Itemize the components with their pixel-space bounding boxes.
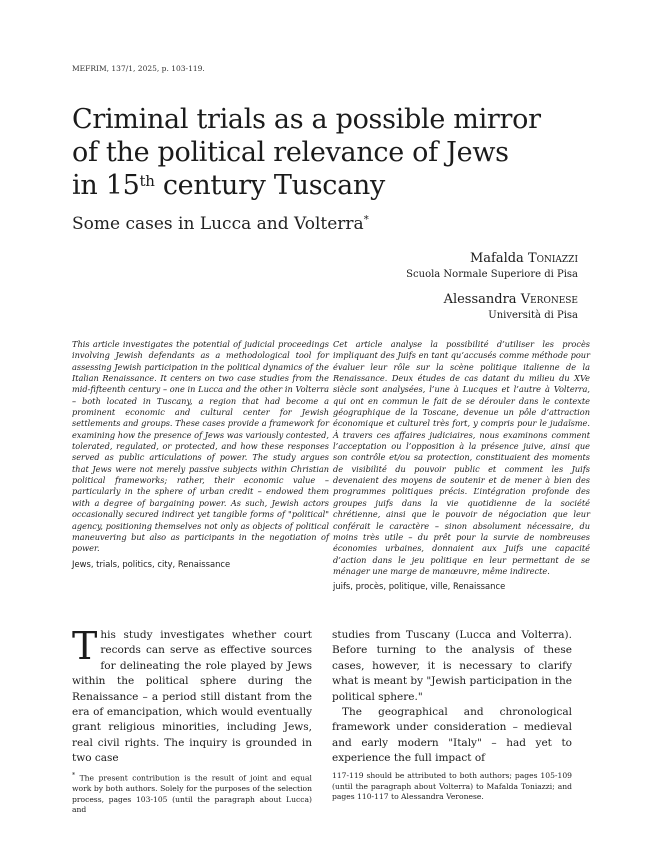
article-title xyxy=(72,103,592,202)
footnote-text: 117-119 should be attributed to both authors; pages 105-109 (until the paragraph about Volterra) to Mafalda Toniazzi; and pages 110-117 to Alessandra Veronese. xyxy=(332,771,572,802)
title-line-1: Criminal trials as a possible mirror xyxy=(72,104,541,135)
title-line-2: of the political relevance of Jews xyxy=(72,137,509,168)
article-subtitle xyxy=(72,214,369,234)
title-line-3-pre: in 15 xyxy=(72,170,140,201)
author-block-2 xyxy=(444,292,578,321)
body-column-right xyxy=(332,628,572,767)
journal-citation: MEFRIM, 137/1, 2025, p. 103-119. xyxy=(72,64,205,73)
subtitle-text: Some cases in Lucca and Volterra xyxy=(72,214,364,234)
author-affiliation: Scuola Normale Superiore di Pisa xyxy=(406,269,578,280)
author-name xyxy=(444,292,578,307)
body-paragraph: studies from Tuscany (Lucca and Volterra). Before turning to the analysis of these cases, however, it is necessary to clarify what is meant by "Jewish participation in the political sphere." xyxy=(332,629,572,703)
title-line-3-post: century Tuscany xyxy=(154,170,385,201)
keywords-english: Jews, trials, politics, city, Renaissance xyxy=(72,558,231,569)
body-paragraph: The geographical and chronological framework under consideration – medieval and early modern "Italy" – had yet to experience the full impact of xyxy=(332,706,572,765)
footnote-mark: * xyxy=(72,772,76,779)
keywords-french: juifs, procès, politique, ville, Renaissance xyxy=(333,581,506,592)
title-superscript: th xyxy=(139,172,155,190)
author-first-name: Alessandra xyxy=(443,292,517,307)
author-last-name: Veronese xyxy=(520,292,578,307)
body-paragraph: his study investigates whether court records can serve as effective sources for delineating the role played by Jews within the political sphere during the Renaissance – a period still distant from the era of emancipation, which would eventually grant religious minorities, including Jews, real civil rights. The inquiry is grounded in two case xyxy=(72,629,312,765)
author-affiliation: Università di Pisa xyxy=(488,310,578,321)
footnote-right xyxy=(332,771,572,803)
author-block-1 xyxy=(406,251,578,280)
footnote-text: The present contribution is the result of joint and equal work by both authors. Solely for the purposes of the selection process, pages 103-105 (until the paragraph about Lucca) and xyxy=(72,773,312,815)
abstract-english-text: This article investigates the potential of judicial proceedings involving Jewish defendants as a methodological tool for assessing Jewish participation in the political dynamics of the Italian Renaissance. It centers on two case studies from the mid-fifteenth century – one in Lucca and the other in Volterra – both located in Tuscany, a region that had become a prominent economic and cultural center for Jewish settlements and groups. These cases provide a framework for examining how the presence of Jews was variously contested, tolerated, regulated, or protected, and how these responses served as public articulations of power. The study argues that Jews were not merely passive subjects within Christian political frameworks; rather, their economic value – particularly in the sphere of urban credit – endowed them with a degree of bargaining power. As such, Jewish actors occasionally secured indirect yet tangible forms of "political" agency, positioning themselves not only as objects of political maneuvering but also as participants in the negotiation of power. xyxy=(72,339,329,554)
abstract-french xyxy=(333,339,590,593)
body-column-left xyxy=(72,624,312,767)
author-first-name: Mafalda xyxy=(469,251,524,266)
abstract-english xyxy=(72,339,329,570)
author-last-name: Toniazzi xyxy=(527,251,578,266)
abstract-french-text: Cet article analyse la possibilité d’utiliser les procès impliquant des Juifs en tant qu’accusés comme méthode pour évaluer leur rôle sur la scène politique italienne de la Renaissance. Deux études de cas datant du milieu du XVe siècle sont analysées, l’une à Lucques et l’autre à Volterra, qui ont en commun le fait de se dérouler dans le contexte géographique de la Toscane, devenue un pôle d’attraction économique et culturel très fort, y compris pour le judaïsme. À travers ces affaires judiciaires, nous examinons comment l’acceptation ou l’opposition à la présence juive, ainsi que son contrôle et/ou sa protection, constituaient des moments de visibilité du pouvoir public et comment les Juifs devenaient des moyens de soutenir et de mener à bien des programmes politiques précis. L’intégration profonde des groupes juifs dans la vie quotidienne de la société chrétienne, ainsi que le pouvoir de négociation que leur conférait le caractère – sinon absolument nécessaire, du moins très utile – du prêt pour la survie de nombreuses économies urbaines, donnaient aux Juifs une capacité d’action dans le jeu politique en leur permettant de se ménager une marge de manœuvre, même indirecte. xyxy=(333,339,590,576)
author-name xyxy=(406,251,578,266)
drop-cap: T xyxy=(72,624,98,668)
footnote-left xyxy=(72,771,312,816)
subtitle-footnote-mark: * xyxy=(363,214,369,226)
